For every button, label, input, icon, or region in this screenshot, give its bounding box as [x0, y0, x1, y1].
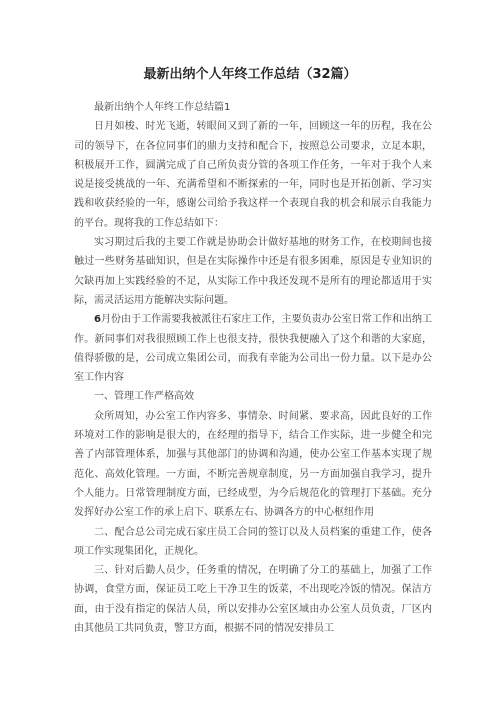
paragraph-internship: 实习期过后我的主要工作就是协助会计做好基地的财务工作，在校期间也接触过一些财务基础知识，但是在实际操作中还是有很多困难，原因是专业知识的欠缺再加上实践经验的不足，从实际工作中我还发现不是所有的理论都适用于实际，需灵活运用方能解决实际问题。 — [74, 237, 432, 306]
document-body — [74, 98, 432, 638]
document-title: 最新出纳个人年终工作总结（32篇） — [143, 67, 357, 82]
paragraph-intro: 日月如梭、时光飞逝，转眼间又到了新的一年，回顾这一年的历程，我在公司的领导下，在各位同事们的鼎力支持和配合下，按照总公司要求，立足本职，积极展开工作，圆满完成了自己所负责分管的各项工作任务，一年对于我个人来说是接受挑战的一年、充满希望和不断探索的一年，同时也是开拓创新、学习实践和收获经验的一年，感谢公司给予我这样一个表现自我的机会和展示自我能力的平台。现将我的工作总结如下： — [74, 121, 432, 229]
section-one-heading: 一、管理工作严格高效 — [94, 391, 194, 403]
section-three: 三、针对后勤人员少，任务重的情况，在明确了分工的基础上，加强了工作协调，食堂方面，保证员工吃上干净卫生的饭菜，不出现吃冷饭的情况。保洁方面，由于没有指定的保洁人员，所以安排办公室区域由办公室人员负责，厂区内由其他员工共同负责，警卫方面，根据不同的情况安排员工 — [74, 565, 432, 635]
section-one-body: 众所周知，办公室工作内容多、事情杂、时间紧、要求高，因此良好的工作环境对工作的影响是很大的，在经理的指导下，结合工作实际，进一步健全和完善了内部管理体系，加强与其他部门的协调和沟通，使办公室工作基本实现了规范化、高效化管理。一方面，不断完善规章制度，另一方面加强自我学习，提升个人能力。日常管理制度方面，已经成型，为今后规范化的管理打下基础。充分发挥好办公室工作的承上启下、联系左右、协调各方的中心枢纽作用 — [74, 410, 432, 519]
paragraph-june — [74, 310, 432, 387]
paragraph-june-text: 月份由于工作需要我被派往石家庄工作，主要负责办公室日常工作和出纳工作。新同事们对我很照顾工作上也很支持，很快我便融入了这个和谐的大家庭，值得骄傲的是，公司成立集团公司，而我有幸能为公司出一份力量。以下是办公室工作内容 — [74, 314, 432, 384]
paragraph-june-lead: 6 — [94, 314, 101, 326]
section-two: 二、配合总公司完成石家庄员工合同的签订以及人员档案的重建工作，使各项工作实现集团化，正规化。 — [74, 526, 432, 557]
section-subtitle: 最新出纳个人年终工作总结篇1 — [94, 102, 231, 113]
